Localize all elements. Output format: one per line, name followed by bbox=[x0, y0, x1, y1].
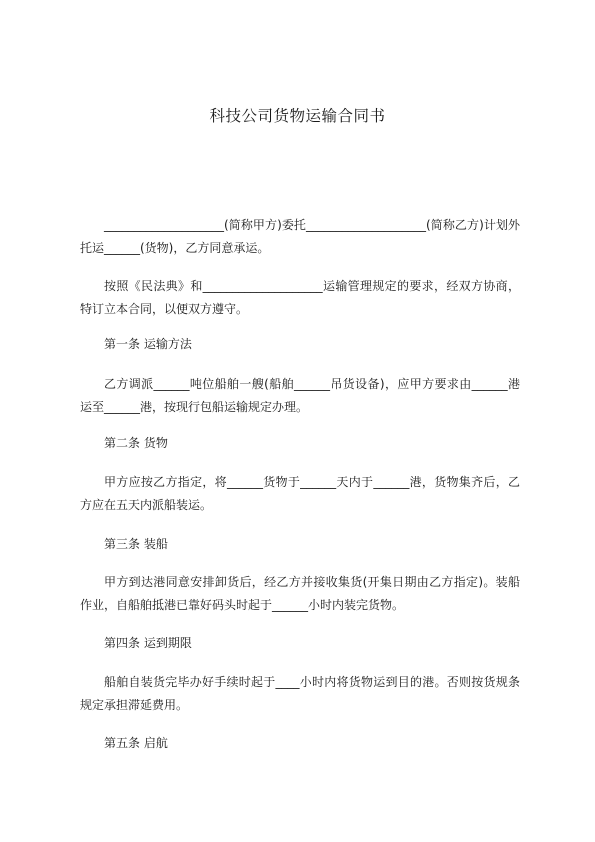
section-body-1: 乙方调派______吨位船舶一艘(船舶______吊货设备)，应甲方要求由______港运至______港，按现行包船运输规定办理。 bbox=[80, 377, 520, 414]
section-body-3: 甲方到达港同意安排卸货后，经乙方并接收集货(开集日期由乙方指定)。装船作业，自船舶抵港已靠好码头时起于______小时内装完货物。 bbox=[80, 575, 520, 612]
section-heading-1: 第一条 运输方法 bbox=[104, 337, 192, 351]
section-heading-2: 第二条 货物 bbox=[104, 436, 168, 450]
document-title: 科技公司货物运输合同书 bbox=[209, 107, 386, 125]
section-body-4: 船舶自装货完毕办好手续时起于____小时内将货物运到目的港。否则按货规条规定承担滞延费用。 bbox=[80, 675, 520, 712]
intro-paragraph: ____________________(简称甲方)委托____________________(简称乙方)计划外托运______(货物)，乙方同意承运。 bbox=[80, 218, 520, 255]
section-body-2: 甲方应按乙方指定，将______货物于______天内于______港，货物集齐后，乙方应在五天内派船装运。 bbox=[80, 475, 520, 512]
basis-paragraph: 按照《民法典》和____________________运输管理规定的要求，经双方协商，特订立本合同，以便双方遵守。 bbox=[80, 279, 520, 316]
section-heading-5: 第五条 启航 bbox=[104, 736, 168, 750]
section-heading-4: 第四条 运到期限 bbox=[104, 636, 192, 650]
section-heading-3: 第三条 装船 bbox=[104, 537, 168, 551]
